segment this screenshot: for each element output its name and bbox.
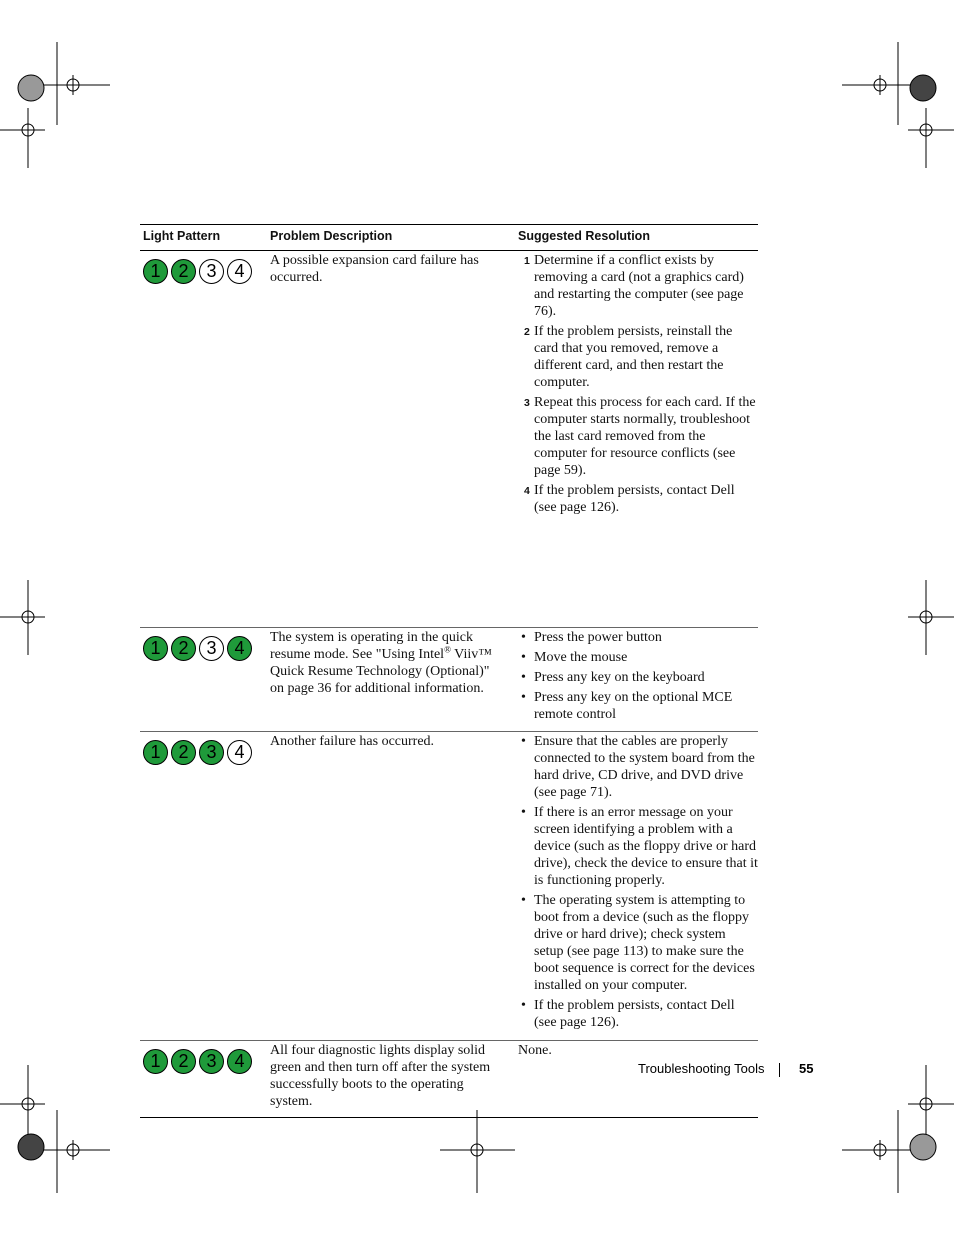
diagnostic-light-2: 2	[171, 259, 196, 284]
suggested-resolution	[518, 629, 758, 726]
diagnostic-light-3: 3	[199, 259, 224, 284]
diagnostic-light-2: 2	[171, 1049, 196, 1074]
light-pattern	[143, 740, 252, 765]
resolution-step: 3 Repeat this process for each card. If the computer starts normally, troubleshoot the last card removed from the computer for resource conflicts (see page 59).	[524, 395, 756, 478]
diagnostic-light-3: 3	[199, 1049, 224, 1074]
suggested-resolution: None.	[518, 1043, 552, 1058]
diagnostic-light-3: 3	[199, 636, 224, 661]
diagnostic-light-4: 4	[227, 740, 252, 765]
light-pattern	[143, 636, 252, 661]
table-row	[140, 1041, 758, 1118]
resolution-step: 2 If the problem persists, reinstall the card that you removed, remove a different card, and then restart the computer.	[524, 324, 733, 390]
diagnostic-light-1: 1	[143, 259, 168, 284]
diagnostic-light-4: 4	[227, 636, 252, 661]
header-problem-description: Problem Description	[270, 229, 393, 243]
table-header	[140, 224, 758, 251]
table-row	[140, 251, 758, 628]
resolution-bullet: • Press the power button	[518, 629, 758, 646]
table-row	[140, 628, 758, 732]
diagnostic-light-2: 2	[171, 740, 196, 765]
resolution-step: 1 Determine if a conflict exists by removing a card (not a graphics card) and restarting the computer (see page 76).	[524, 253, 744, 319]
diagnostic-light-3: 3	[199, 740, 224, 765]
diagnostic-lights-table	[140, 224, 758, 1118]
resolution-bullet: • The operating system is attempting to boot from a device (such as the floppy drive or hard drive); check system setup (see page 113) to make sure the boot sequence is correct for the devices installed on your computer.	[518, 892, 758, 994]
suggested-resolution	[518, 733, 758, 1034]
light-pattern	[143, 259, 252, 284]
diagnostic-light-4: 4	[227, 1049, 252, 1074]
suggested-resolution	[518, 252, 758, 519]
diagnostic-light-1: 1	[143, 1049, 168, 1074]
resolution-bullet: • Ensure that the cables are properly connected to the system board from the hard drive, CD drive, and DVD drive (see page 71).	[518, 733, 758, 801]
light-pattern	[143, 1049, 252, 1074]
resolution-bullet: • Move the mouse	[518, 649, 758, 666]
footer-divider	[779, 1063, 780, 1077]
header-light-pattern: Light Pattern	[143, 229, 221, 243]
problem-description: Another failure has occurred.	[270, 734, 435, 749]
problem-description: A possible expansion card failure has occurred.	[270, 253, 479, 285]
resolution-bullet: • If the problem persists, contact Dell (see page 126).	[518, 997, 758, 1031]
diagnostic-light-4: 4	[227, 259, 252, 284]
problem-description: All four diagnostic lights display solid green and then turn off after the system successfully boots to the operating system.	[270, 1043, 491, 1109]
resolution-step: 4 If the problem persists, contact Dell (see page 126).	[524, 483, 735, 515]
resolution-bullet: • Press any key on the keyboard	[518, 669, 758, 686]
resolution-bullet: • If there is an error message on your screen identifying a problem with a device (such as the floppy drive or hard drive), check the device to ensure that it is functioning properly.	[518, 804, 758, 889]
diagnostic-light-1: 1	[143, 740, 168, 765]
page-number: 55	[799, 1061, 814, 1076]
footer-section-title: Troubleshooting Tools	[638, 1061, 765, 1076]
table-row	[140, 732, 758, 1041]
diagnostic-light-1: 1	[143, 636, 168, 661]
resolution-bullet: • Press any key on the optional MCE remote control	[518, 689, 758, 723]
header-suggested-resolution: Suggested Resolution	[518, 229, 650, 243]
problem-description: The system is operating in the quick resume mode. See "Using Intel® Viiv™ Quick Resume Technology (Optional)" on page 36 for additional information.	[270, 630, 492, 696]
diagnostic-light-2: 2	[171, 636, 196, 661]
